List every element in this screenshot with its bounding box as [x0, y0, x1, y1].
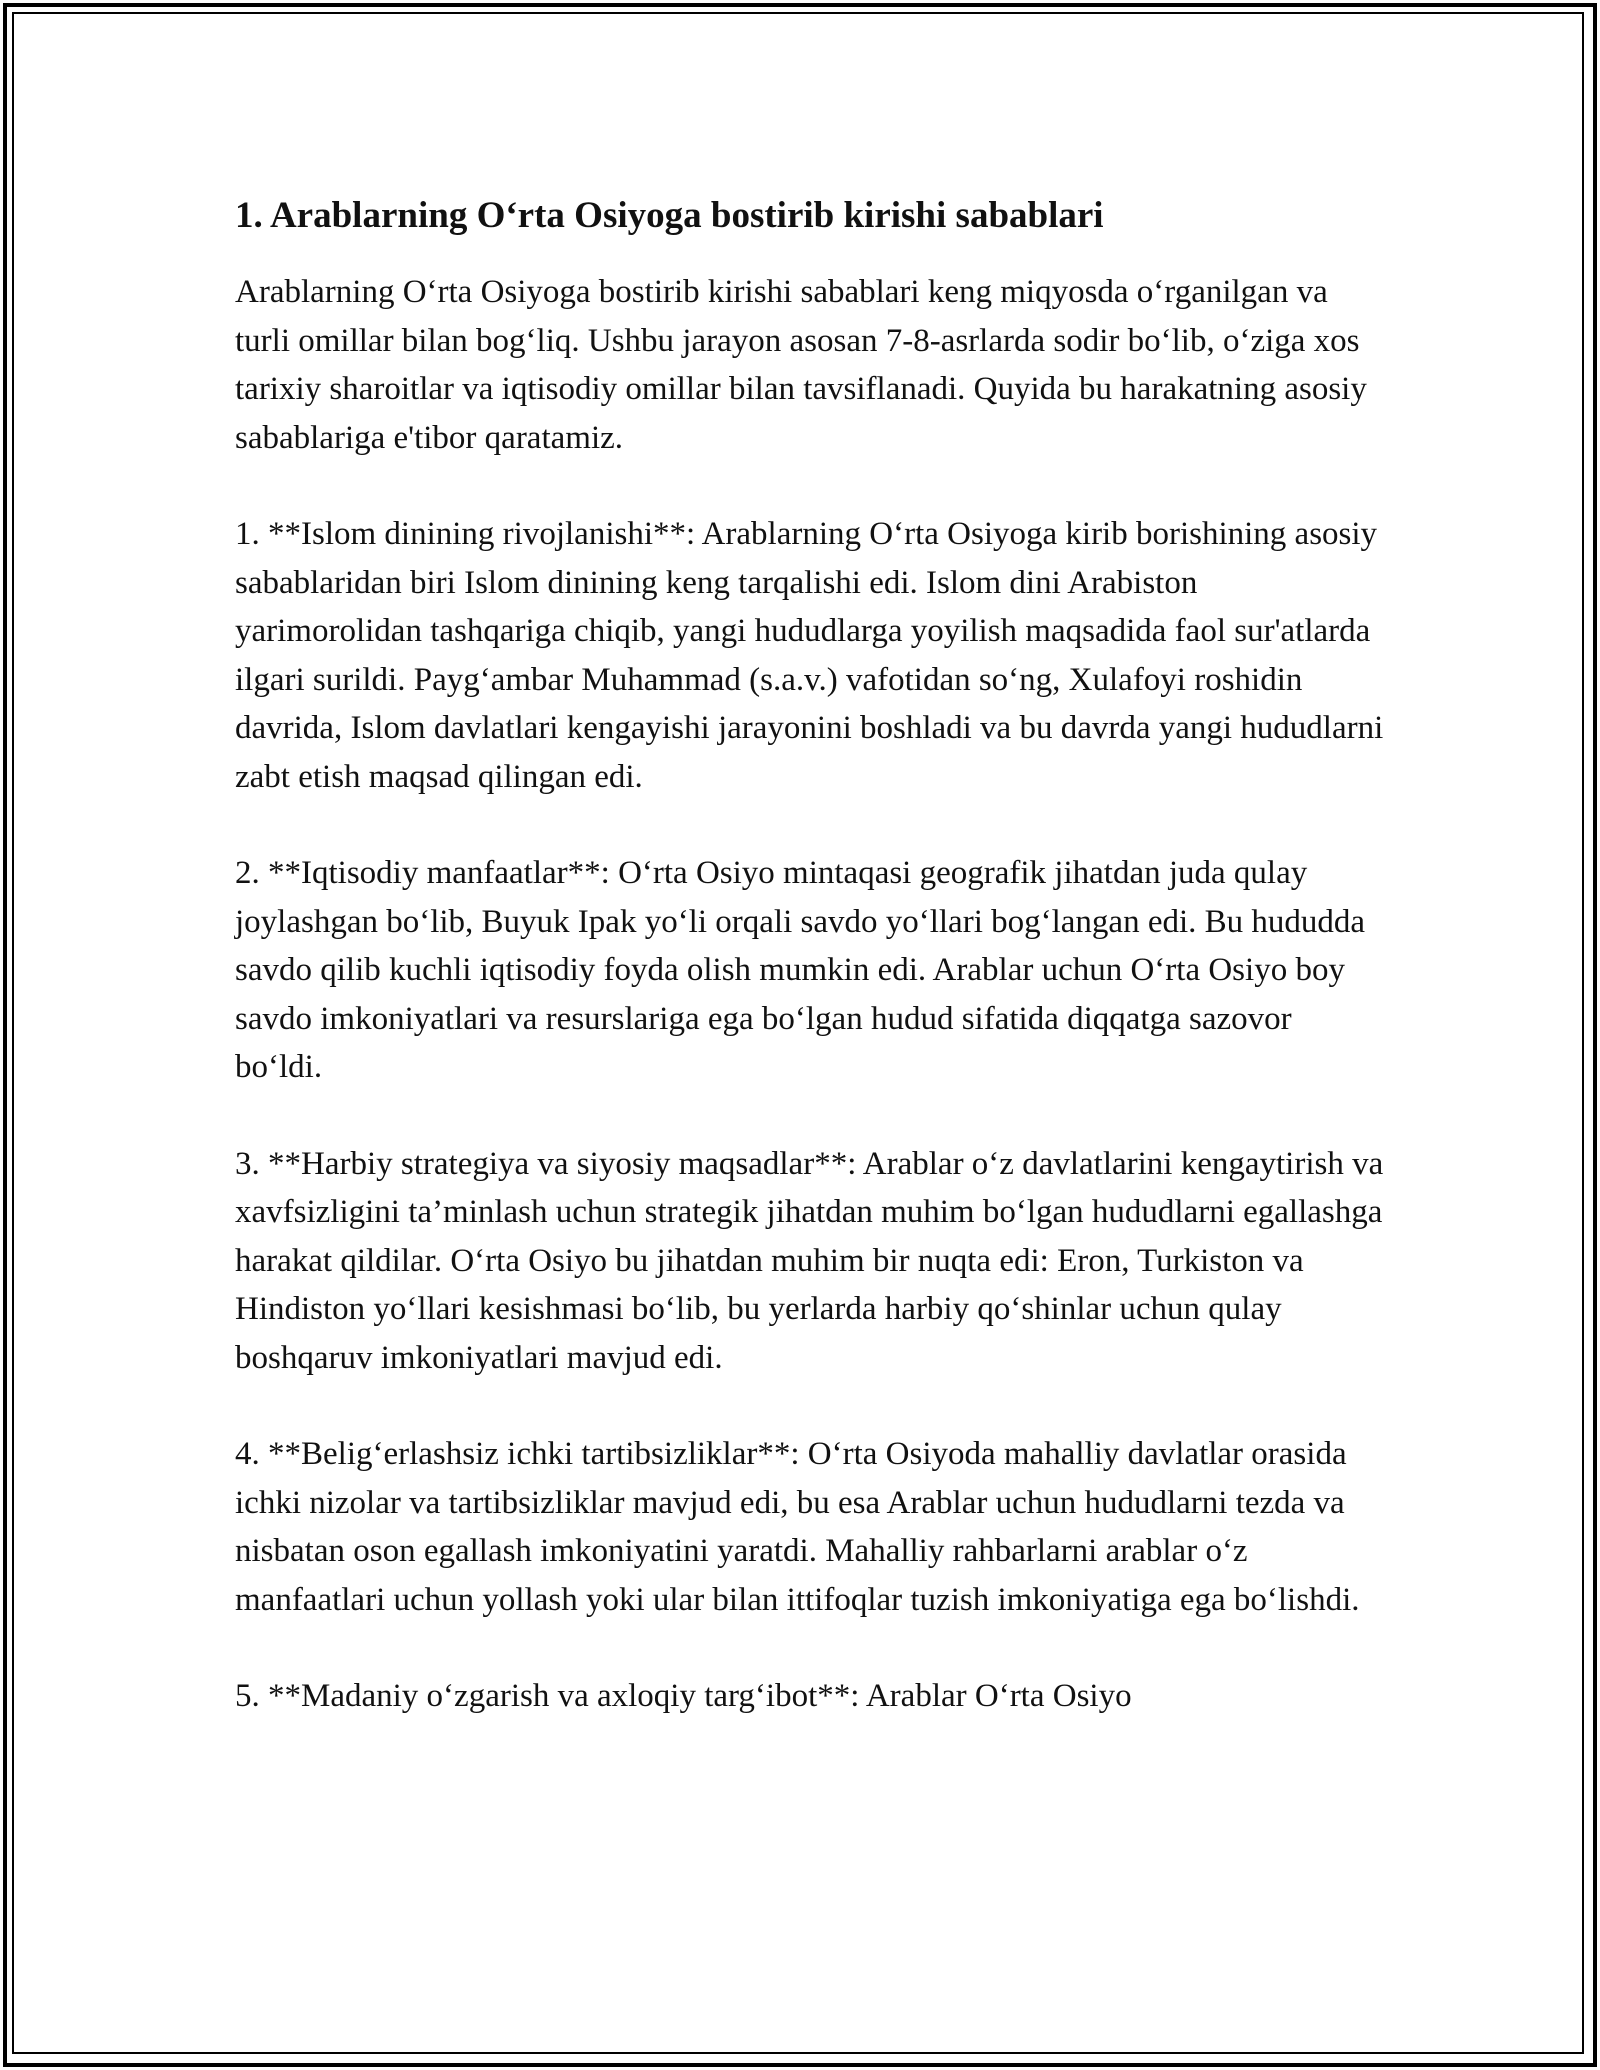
intro-paragraph: Arablarning O‘rta Osiyoga bostirib kirishi sabablari keng miqyosda o‘rganilgan va turli omillar bilan bog‘liq. Ushbu jarayon asosan 7-8-asrlarda sodir bo‘lib, o‘ziga xos tarixiy sharoitlar va iqtisodiy omillar bilan tavsiflanadi. Quyida bu harakatning asosiy sabablariga e'tibor qaratamiz. [235, 274, 1367, 456]
paragraph-military: 3. **Harbiy strategiya va siyosiy maqsadlar**: Arablar o‘z davlatlarini kengaytirish va xavfsizligini ta’minlash uchun strategik jihatdan muhim bo‘lgan hududlarni egallashga harakat qildilar. O‘rta Osiyo bu jihatdan muhim bir nuqta edi: Eron, Turkiston va Hindiston yo‘llari kesishmasi bo‘lib, bu yerlarda harbiy qo‘shinlar uchun qulay boshqaruv imkoniyatlari mavjud edi. [235, 1145, 1384, 1376]
paragraph-internal-disorder: 4. **Belig‘erlashsiz ichki tartibsizliklar**: O‘rta Osiyoda mahalliy davlatlar orasida ichki nizolar va tartibsizliklar mavjud edi, bu esa Arablar uchun hududlarni tezda va nisbatan oson egallash imkoniyatini yaratdi. Mahalliy rahbarlarni arablar o‘z manfaatlari uchun yollash yoki ular bilan ittifoqlar tuzish imkoniyatiga ega bo‘lishdi. [235, 1436, 1360, 1618]
document-body [235, 186, 1385, 1769]
document-title: 1. Arablarning O‘rta Osiyoga bostirib kirishi sabablari [235, 195, 1104, 236]
paragraph-economy: 2. **Iqtisodiy manfaatlar**: O‘rta Osiyo mintaqasi geografik jihatdan juda qulay joylashgan bo‘lib, Buyuk Ipak yo‘li orqali savdo yo‘llari bog‘langan edi. Bu hududda savdo qilib kuchli iqtisodiy foyda olish mumkin edi. Arablar uchun O‘rta Osiyo boy savdo imkoniyatlari va resurslariga ega bo‘lgan hudud sifatida diqqatga sazovor bo‘ldi. [235, 855, 1366, 1085]
paragraph-islam: 1. **Islom dinining rivojlanishi**: Arablarning O‘rta Osiyoga kirib borishining asosiy sabablaridan biri Islom dinining keng tarqalishi edi. Islom dini Arabiston yarimorolidan tashqariga chiqib, yangi hududlarga yoyilish maqsadida faol sur'atlarda ilgari surildi. Payg‘ambar Muhammad (s.a.v.) vafotidan so‘ng, Xulafoyi roshidin davrida, Islom davlatlari kengayishi jarayonini boshladi va bu davrda yangi hududlarni zabt etish maqsad qilingan edi. [235, 516, 1384, 795]
paragraph-culture: 5. **Madaniy o‘zgarish va axloqiy targ‘ibot**: Arablar O‘rta Osiyo [235, 1678, 1132, 1714]
